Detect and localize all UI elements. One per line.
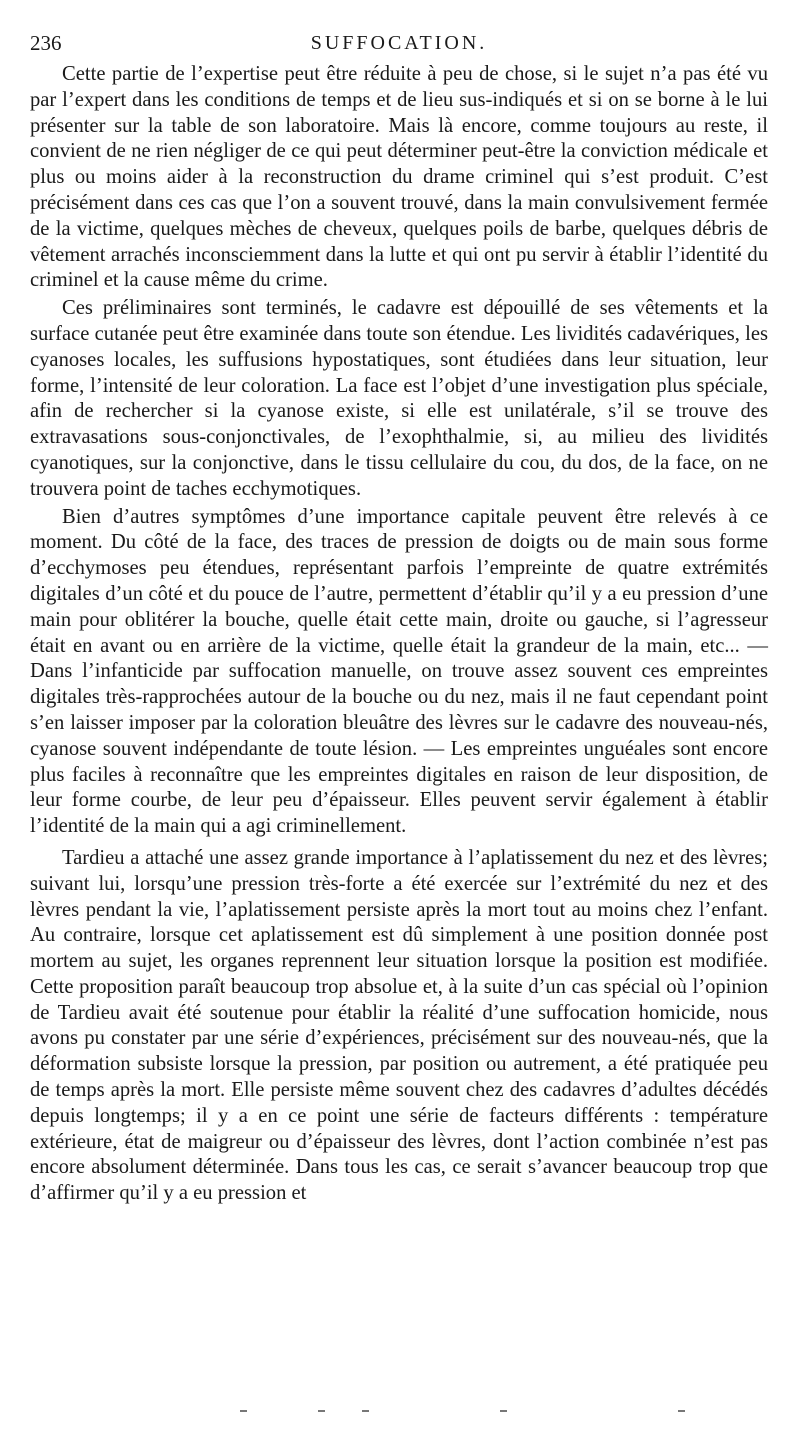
body-text xyxy=(30,62,768,1207)
print-specks xyxy=(200,1408,720,1414)
print-speck xyxy=(500,1410,507,1412)
print-speck xyxy=(318,1410,325,1412)
paragraph-symptomes: Bien d’autres symptômes d’une importance capitale peuvent être relevés à ce moment. Du côté de la face, des traces de pression de doigts ou de main sous forme d’ecchymoses peu étendues, représentant parfois l’empreinte de quatre extrémités digitales d’un côté et du pouce de l’autre, permettent d’établir qu’il y a eu pression d’une main pour oblitérer la bouche, quelle était cette main, droite ou gauche, si l’agresseur était en avant ou en arrière de la victime, quelle était la grandeur de la main, etc... — Dans l’infanticide par suffocation manuelle, on trouve assez souvent ces empreintes digitales très-rapprochées autour de la bouche ou du nez, mais il ne faut cependant point s’en laisser imposer par la coloration bleuâtre des lèvres sur le cadavre des nouveau-nés, cyanose souvent indépendante de toute lésion. — Les empreintes unguéales sont encore plus faciles à reconnaître que les empreintes digitales en raison de leur disposition, de leur forme courbe, de leur peu d’épaisseur. Elles peuvent servir également à établir l’identité de la main qui a agi criminellement. xyxy=(30,505,768,838)
paragraph-tardieu: Tardieu a attaché une assez grande importance à l’aplatissement du nez et des lèvres; suivant lui, lorsqu’une pression très-forte a été exercée sur l’extrémité du nez et des lèvres pendant la vie, l’aplatissement persiste après la mort tout au moins chez l’enfant. Au contraire, lorsque cet aplatissement est dû simplement à une position donnée post mortem au sujet, les organes reprennent leur situation lorsque la position est modifiée. Cette proposition paraît beaucoup trop absolue et, à la suite d’un cas spécial où l’opinion de Tardieu avait été soutenue pour établir la réalité d’une suffocation homicide, nous avons pu constater par une série d’expériences, précisément sur des nouveau-nés, que la déformation subsiste lorsque la pression, par position ou autrement, a été pratiquée peu de temps après la mort. Elle persiste même souvent chez des cadavres d’adultes décédés depuis longtemps; il y a en ce point une série de facteurs différents : température extérieure, état de maigreur ou d’épaisseur des lèvres, dont l’action combinée n’est pas encore absolument déterminée. Dans tous les cas, ce serait s’avancer beaucoup trop que d’affirmer qu’il y a eu pression et xyxy=(30,846,768,1205)
page-number: 236 xyxy=(30,31,62,55)
paragraph-preliminaires: Ces préliminaires sont terminés, le cadavre est dépouillé de ses vêtements et la surface cutanée peut être examinée dans toute son étendue. Les lividités cadavériques, les cyanoses locales, les suffusions hypostatiques, sont étudiées dans leur situation, leur forme, l’intensité de leur coloration. La face est l’objet d’une investigation plus spéciale, afin de rechercher si la cyanose existe, si elle est unilatérale, s’il se trouve des extravasations sous-conjonctivales, de l’exophthalmie, si, au milieu des lividités cyanotiques, sur la conjonctive, dans le tissu cellulaire du cou, du dos, de la face, on ne trouvera point de taches ecchymotiques. xyxy=(30,297,768,500)
paragraph-expertise: Cette partie de l’expertise peut être réduite à peu de chose, si le sujet n’a pas été vu par l’expert dans les conditions de temps et de lieu sus-indiqués et si on se borne à le lui présenter sur la table de son laboratoire. Mais là encore, comme toujours au reste, il convient de ne rien négliger de ce qui peut déterminer peut-être la conviction médicale et plus ou moins aider à la reconstruction du drame criminel qui s’est produit. C’est précisément dans ces cas que l’on a souvent trouvé, dans la main convulsivement fermée de la victime, quelques mèches de cheveux, quelques poils de barbe, quelques débris de vêtement arrachés inconsciemment dans la lutte et qui ont pu servir à établir l’identité du criminel et la cause même du crime. xyxy=(30,63,768,292)
running-head xyxy=(30,28,768,58)
print-speck xyxy=(362,1410,369,1412)
print-speck xyxy=(240,1410,247,1412)
print-speck xyxy=(678,1410,685,1412)
running-title: SUFFOCATION. xyxy=(310,32,488,54)
